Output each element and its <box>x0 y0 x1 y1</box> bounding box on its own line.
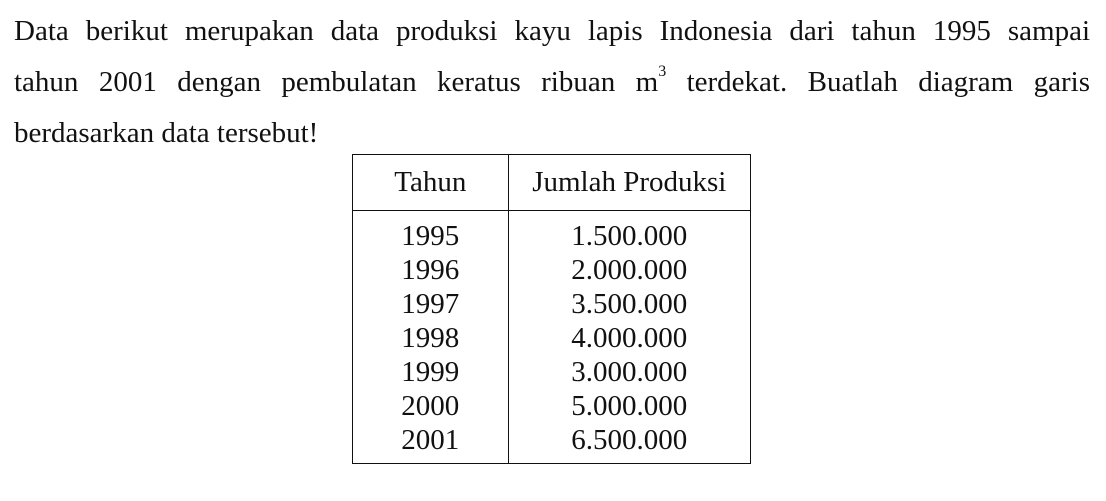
table-row <box>353 253 751 287</box>
cell-production: 2.000.000 <box>508 253 750 287</box>
table-header-row <box>353 155 751 211</box>
header-production: Jumlah Produksi <box>508 155 750 211</box>
table-row <box>353 211 751 254</box>
cell-year: 1995 <box>353 211 509 254</box>
problem-line-2-text-end: terdekat. Buatlah diagram garis <box>666 66 1090 98</box>
problem-line-3: berdasarkan data tersebut! <box>14 117 319 149</box>
header-year: Tahun <box>353 155 509 211</box>
cell-production: 4.000.000 <box>508 321 750 355</box>
cell-production: 3.000.000 <box>508 355 750 389</box>
table-row <box>353 389 751 423</box>
cell-year: 1999 <box>353 355 509 389</box>
production-table <box>352 154 751 464</box>
table-row <box>353 287 751 321</box>
cell-year: 2001 <box>353 423 509 464</box>
cell-year: 1997 <box>353 287 509 321</box>
cell-year: 1998 <box>353 321 509 355</box>
cubic-superscript: 3 <box>658 63 667 81</box>
problem-statement <box>14 6 1090 159</box>
problem-line-2 <box>14 57 1090 108</box>
cell-production: 6.500.000 <box>508 423 750 464</box>
cell-year: 1996 <box>353 253 509 287</box>
problem-line-1: Data berikut merupakan data produksi kayu lapis Indonesia dari tahun 1995 sampai <box>14 15 1090 47</box>
problem-line-2-text: tahun 2001 dengan pembulatan keratus ribuan m <box>14 66 659 98</box>
table-row <box>353 321 751 355</box>
table-row <box>353 355 751 389</box>
cell-year: 2000 <box>353 389 509 423</box>
cell-production: 3.500.000 <box>508 287 750 321</box>
cell-production: 5.000.000 <box>508 389 750 423</box>
cell-production: 1.500.000 <box>508 211 750 254</box>
table-row <box>353 423 751 464</box>
